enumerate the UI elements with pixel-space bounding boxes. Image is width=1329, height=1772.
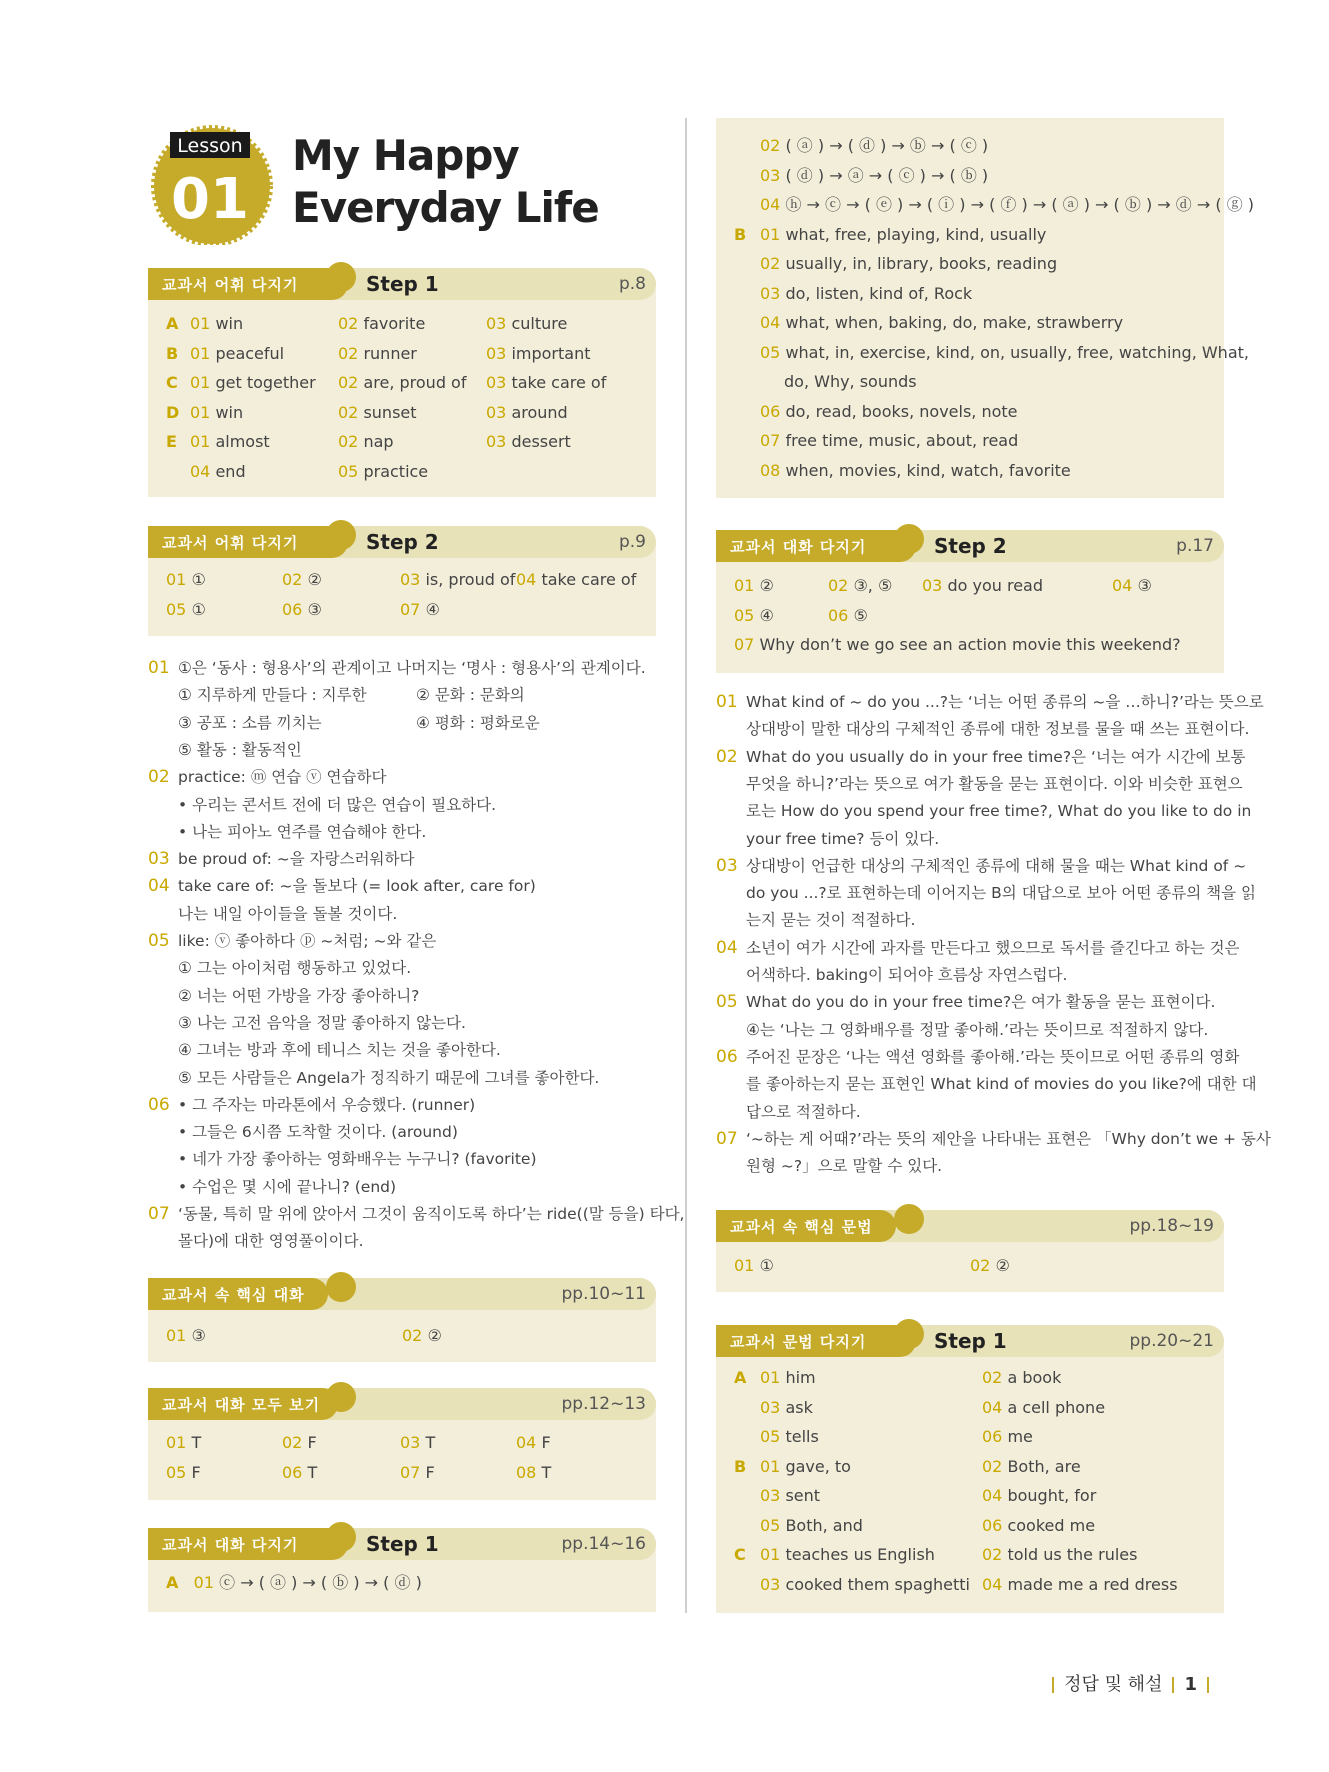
explanation-text: 로는 How do you spend your free time?, What do you like to do in xyxy=(746,802,1252,821)
explanation-number: 04 xyxy=(716,937,738,958)
answer-item: 03 around xyxy=(486,402,568,422)
answer-item: 03 do, listen, kind of, Rock xyxy=(760,283,973,303)
answer-item: 04 what, when, baking, do, make, strawberry xyxy=(760,313,1124,332)
step-label: Step 2 xyxy=(366,530,439,554)
step-label: Step 2 xyxy=(934,534,1007,558)
explanation-text: 원형 ~?」으로 말할 수 있다. xyxy=(746,1157,943,1176)
answer-item: 04 take care of xyxy=(516,570,637,589)
explanation-text: 는지 묻는 것이 적절하다. xyxy=(746,911,916,930)
answer-item: 05 tells xyxy=(760,1427,819,1446)
answer-item: 02 ② xyxy=(970,1256,1010,1275)
key-grammar-header xyxy=(716,1210,1224,1242)
step-label: Step 1 xyxy=(366,272,439,296)
explanation-number: 05 xyxy=(716,992,738,1013)
answer-item: 03 culture xyxy=(486,314,568,333)
answer-item: 02 sunset xyxy=(338,402,417,422)
row-letter: E xyxy=(166,432,177,451)
answer-item: 03 T xyxy=(400,1433,436,1452)
answer-item: 06 ⑤ xyxy=(828,605,868,625)
lesson-number: 01 xyxy=(171,167,249,232)
answer-item: 01 win xyxy=(190,402,244,422)
explanation-text: 답으로 적절하다. xyxy=(746,1102,861,1121)
answer-item: 03 cooked them spaghetti xyxy=(760,1574,970,1594)
footer-text: 정답 및 해설 xyxy=(1064,1674,1163,1695)
vocab-step2-header xyxy=(148,526,656,558)
answer-item: 02 usually, in, library, books, reading xyxy=(760,254,1058,273)
answer-item: 02 F xyxy=(282,1433,317,1452)
answer-item: 05 practice xyxy=(338,461,429,481)
answer-item: 02 ② xyxy=(282,570,322,589)
answer-item: 06 cooked me xyxy=(982,1515,1096,1535)
explanation-text: 어색하다. baking이 되어야 흐름상 자연스럽다. xyxy=(746,966,1068,984)
answer-item: 03 ( ⓓ ) → ⓐ → ( ⓒ ) → ( ⓑ ) xyxy=(760,165,989,185)
answer-item: 07 free time, music, about, read xyxy=(760,431,1019,450)
explanation-text: What kind of ~ do you ...?는 ‘너는 어떤 종류의 ~을 …하니?’라는 뜻으로 xyxy=(746,693,1264,711)
answer-item: 01 what, free, playing, kind, usually xyxy=(760,224,1047,244)
explanation-text: 를 좋아하는지 묻는 표현인 What kind of movies do you like?에 대한 대 xyxy=(746,1075,1257,1094)
explanation-number: 07 xyxy=(716,1128,738,1149)
step-label: Step 1 xyxy=(934,1329,1007,1353)
key-dialogue-header xyxy=(148,1278,656,1310)
answer-item: 03 important xyxy=(486,343,591,363)
dialogue-step1-header xyxy=(148,1528,656,1560)
section-title: 교과서 대화 다지기 xyxy=(148,1528,348,1560)
answer-item: 01 peaceful xyxy=(190,343,285,363)
answer-item: 05 Both, and xyxy=(760,1515,863,1535)
row-letter: C xyxy=(734,1545,746,1564)
answer-item: 04 ③ xyxy=(1112,576,1152,595)
answer-item: 06 do, read, books, novels, note xyxy=(760,401,1018,421)
explanation-text: • 수업은 몇 시에 끝나니? (end) xyxy=(178,1177,397,1196)
explanation-text: ③ 공포 : 소름 끼치는 xyxy=(178,713,322,732)
section-title: 교과서 대화 모두 보기 xyxy=(148,1388,338,1420)
lesson-badge xyxy=(150,120,275,245)
answer-item: 08 T xyxy=(516,1462,552,1482)
explanation-text: 나는 내일 아이들을 돌볼 것이다. xyxy=(178,904,398,923)
page-ref: pp.14~16 xyxy=(561,1534,646,1554)
explanation-text: like: ⓥ 좋아하다 ⓟ ~처럼; ~와 같은 xyxy=(178,932,437,950)
explanation-number: 03 xyxy=(148,849,170,870)
answer-item: 05 ④ xyxy=(734,605,774,625)
all-dialogue-header xyxy=(148,1388,656,1420)
explanation-text: 몰다)에 대한 영영풀이이다. xyxy=(178,1232,364,1251)
row-letter: A xyxy=(166,314,179,333)
answer-item: 04 made me a red dress xyxy=(982,1574,1178,1594)
section-title: 교과서 문법 다지기 xyxy=(716,1325,916,1357)
answer-item: 01 ② xyxy=(734,576,774,595)
explanation-number: 06 xyxy=(716,1046,738,1067)
explanation-text: ① 지루하게 만들다 : 지루한 xyxy=(178,686,367,705)
answer-item: 08 when, movies, kind, watch, favorite xyxy=(760,460,1071,480)
explanation-number: 02 xyxy=(148,767,170,788)
answer-item: 04 F xyxy=(516,1433,551,1452)
answer-item: 02 nap xyxy=(338,432,394,451)
row-letter: A xyxy=(734,1368,747,1387)
answer-item: 01 win xyxy=(190,314,244,333)
section-title: 교과서 어휘 다지기 xyxy=(148,268,348,300)
section-title: 교과서 대화 다지기 xyxy=(716,530,916,562)
explanation-number: 03 xyxy=(716,855,738,876)
answer-item: 02 ② xyxy=(402,1326,442,1345)
explanation-text: do you ...?로 표현하는데 이어지는 B의 대답으로 보아 어떤 종류의 책을 읽 xyxy=(746,884,1256,903)
page-ref: p.9 xyxy=(618,532,646,552)
answer-item: 03 dessert xyxy=(486,432,571,451)
explanation-text: take care of: ~을 돌보다 (= look after, care for) xyxy=(178,877,536,896)
explanation-text: • 그 주자는 마라톤에서 우승했다. (runner) xyxy=(178,1095,476,1114)
page-ref: pp.10~11 xyxy=(561,1284,646,1304)
answer-item: 02 are, proud of xyxy=(338,373,467,392)
answer-item: 07 F xyxy=(400,1462,435,1482)
answer-item: 02 favorite xyxy=(338,314,426,333)
answer-item: 03 is, proud of xyxy=(400,570,516,589)
answer-item: 01 teaches us English xyxy=(760,1545,935,1564)
answer-item: 01 almost xyxy=(190,432,270,451)
explanation-text: ④는 ‘나는 그 영화배우를 정말 좋아해.’라는 뜻이므로 적절하지 않다. xyxy=(746,1020,1209,1039)
answer-item: 01 ① xyxy=(166,570,206,589)
row-letter: B xyxy=(734,224,747,244)
lesson-title-line2: Everyday Life xyxy=(292,183,599,232)
answer-item: do, Why, sounds xyxy=(784,372,917,391)
answer-item: 01 him xyxy=(760,1368,816,1387)
answer-item: A 01 ⓒ → ( ⓐ ) → ( ⓑ ) → ( ⓓ ) xyxy=(166,1573,422,1592)
answer-item: 07 ④ xyxy=(400,599,440,619)
section-title: 교과서 속 핵심 대화 xyxy=(148,1278,328,1310)
explanation-number: 07 xyxy=(148,1204,170,1224)
answer-item: 03 do you read xyxy=(922,576,1043,595)
explanation-text: ⑤ 활동 : 활동적인 xyxy=(178,740,302,759)
explanation-text: ‘동물, 특히 말 위에 앉아서 그것이 움직이도록 하다’는 ride((말 등을) 타다, xyxy=(178,1205,685,1223)
explanation-text: ④ 평화 : 평화로운 xyxy=(416,713,540,732)
answer-item: 04 ⓗ → ⓒ → ( ⓔ ) → ( ⓘ ) → ( ⓕ ) → ( ⓐ ) → ( ⓑ ) → ⓓ → ( ⓖ ) xyxy=(760,195,1255,214)
explanation-text: practice: ⓜ 연습 ⓥ 연습하다 xyxy=(178,768,387,787)
answer-item: 04 bought, for xyxy=(982,1486,1097,1505)
answer-item: 02 told us the rules xyxy=(982,1545,1138,1564)
explanation-text: 상대방이 언급한 대상의 구체적인 종류에 대해 물을 때는 What kind of ~ xyxy=(746,856,1247,875)
explanation-number: 05 xyxy=(148,931,170,951)
lesson-title-line1: My Happy xyxy=(292,131,519,180)
answer-item: 06 ③ xyxy=(282,599,322,619)
answer-item: 04 end xyxy=(190,461,246,481)
answer-item: 02 ( ⓐ ) → ( ⓓ ) → ⓑ → ( ⓒ ) xyxy=(760,136,989,155)
answer-item: 06 T xyxy=(282,1462,318,1482)
explanation-text: ④ 그녀는 방과 후에 테니스 치는 것을 좋아한다. xyxy=(178,1041,501,1060)
explanation-text: be proud of: ~을 자랑스러워하다 xyxy=(178,850,415,869)
step-label: Step 1 xyxy=(366,1532,439,1556)
dialogue-step2-header xyxy=(716,530,1224,562)
section-title: 교과서 어휘 다지기 xyxy=(148,526,348,558)
vocab-step1-header xyxy=(148,268,656,300)
explanation-text: 상대방이 말한 대상의 구체적인 종류에 대한 정보를 물을 때 쓰는 표현이다. xyxy=(746,720,1250,739)
page-number: 1 xyxy=(1184,1674,1197,1695)
explanation-number: 01 xyxy=(148,658,170,678)
answer-item: 07 Why don’t we go see an action movie this weekend? xyxy=(734,635,1181,654)
footer xyxy=(1042,1670,1219,1696)
explanation-text: ‘~하는 게 어때?’라는 뜻의 제안을 나타내는 표현은 「Why don’t we + 동사 xyxy=(746,1129,1271,1148)
row-letter: C xyxy=(166,373,178,392)
section-title: 교과서 속 핵심 문법 xyxy=(716,1210,896,1242)
grammar-step1-header xyxy=(716,1325,1224,1357)
answer-item: 03 sent xyxy=(760,1486,821,1505)
explanation-text: your free time? 등이 있다. xyxy=(746,829,940,848)
explanation-text: ② 너는 어떤 가방을 가장 좋아하니? xyxy=(178,986,420,1005)
explanation-number: 06 xyxy=(148,1094,170,1115)
explanation-text: 주어진 문장은 ‘나는 액션 영화를 좋아해.’라는 뜻이므로 어떤 종류의 영화 xyxy=(746,1047,1240,1066)
answer-item: 01 T xyxy=(166,1433,202,1452)
row-letter: B xyxy=(734,1456,747,1476)
lesson-label: Lesson xyxy=(177,135,243,157)
page-ref: pp.12~13 xyxy=(561,1394,646,1414)
answer-item: 06 me xyxy=(982,1427,1033,1446)
answer-item: 01 ① xyxy=(734,1256,774,1275)
explanation-number: 02 xyxy=(716,746,738,767)
answer-item: 02 Both, are xyxy=(982,1456,1081,1476)
explanation-text: ⑤ 모든 사람들은 Angela가 정직하기 때문에 그녀를 좋아한다. xyxy=(178,1068,600,1087)
answer-item: 01 gave, to xyxy=(760,1456,851,1476)
answer-item: 02 ③, ⑤ xyxy=(828,576,893,595)
row-letter: D xyxy=(166,402,180,422)
explanation-text: • 그들은 6시쯤 도착할 것이다. (around) xyxy=(178,1123,458,1142)
column-divider xyxy=(685,118,687,1613)
answer-item: 03 ask xyxy=(760,1397,813,1417)
answer-item: 02 a book xyxy=(982,1368,1062,1387)
page-ref: pp.20~21 xyxy=(1129,1331,1214,1351)
answer-item: 01 get together xyxy=(190,373,316,392)
row-letter: B xyxy=(166,343,179,363)
explanation-text: ③ 나는 고전 음악을 정말 좋아하지 않는다. xyxy=(178,1013,466,1032)
explanation-text: What do you usually do in your free time?은 ‘너는 여가 시간에 보통 xyxy=(746,747,1246,766)
explanation-text: • 네가 가장 좋아하는 영화배우는 누구니? (favorite) xyxy=(178,1150,537,1169)
answer-item: 05 what, in, exercise, kind, on, usually, free, watching, What, xyxy=(760,342,1249,362)
explanation-text: • 우리는 콘서트 전에 더 많은 연습이 필요하다. xyxy=(178,795,497,814)
page-ref: pp.18~19 xyxy=(1129,1216,1214,1236)
lesson-title xyxy=(292,130,599,234)
explanation-text: • 나는 피아노 연주를 연습해야 한다. xyxy=(178,822,427,841)
explanation-text: 소년이 여가 시간에 과자를 만든다고 했으므로 독서를 즐긴다고 하는 것은 xyxy=(746,938,1240,957)
explanation-text: 무엇을 하니?’라는 뜻으로 여가 활동을 묻는 표현이다. 이와 비슷한 표현으 xyxy=(746,774,1243,793)
explanation-text: What do you do in your free time?은 여가 활동을 묻는 표현이다. xyxy=(746,993,1216,1012)
answer-item: 05 F xyxy=(166,1462,201,1482)
explanation-number: 01 xyxy=(716,692,738,712)
explanation-text: ①은 ‘동사 : 형용사’의 관계이고 나머지는 ‘명사 : 형용사’의 관계이다. xyxy=(178,659,646,677)
explanation-text: ① 그는 아이처럼 행동하고 있었다. xyxy=(178,959,412,978)
answer-item: 02 runner xyxy=(338,343,417,363)
page-ref: p.8 xyxy=(618,274,646,294)
page-ref: p.17 xyxy=(1176,536,1214,556)
answer-item: 03 take care of xyxy=(486,373,607,392)
explanation-text: ② 문화 : 문화의 xyxy=(416,686,525,705)
explanation-number: 04 xyxy=(148,876,170,897)
answer-item: 04 a cell phone xyxy=(982,1397,1106,1417)
answer-item: 05 ① xyxy=(166,599,206,619)
answer-item: 01 ③ xyxy=(166,1326,206,1345)
